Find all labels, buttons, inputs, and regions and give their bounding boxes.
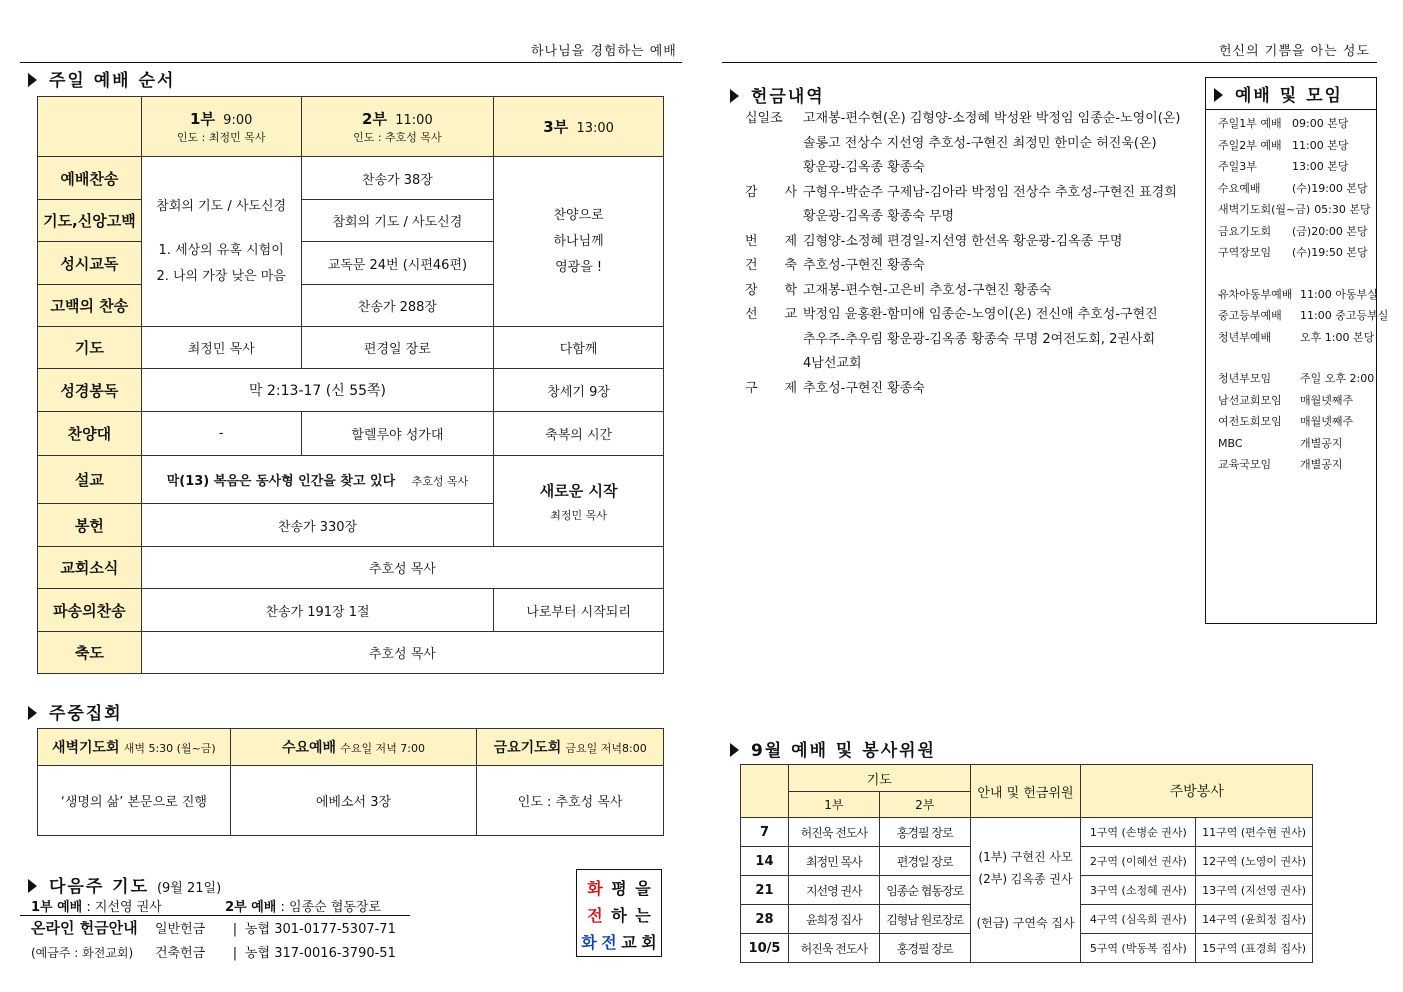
- s3-praise-1: 찬양으로: [553, 207, 604, 223]
- vol-kitchen-2: 15구역 (표경희 집사): [1196, 934, 1313, 963]
- s1-hymn-line2: 2. 나의 가장 낮은 마음: [156, 268, 286, 284]
- offering-category: 번 제: [745, 233, 797, 249]
- row-label-benediction: 축도: [38, 632, 142, 674]
- vol-prayer-1: 윤희정 집사: [788, 905, 879, 934]
- col-1-leader: 인도 : 최정민 목사: [176, 131, 266, 144]
- dawn-name: 새벽기도회: [51, 740, 120, 756]
- vol-h-prayer: 기도: [788, 765, 970, 792]
- vol-prayer-2: 홍경필 장로: [879, 934, 970, 963]
- offering-category: [745, 132, 803, 157]
- logo-char: 전: [587, 906, 603, 925]
- vol-prayer-1: 허진욱 전도사: [788, 934, 879, 963]
- offering-names: 구형우-박순주 구제남-김아라 박정임 전상수 추호성-구현진 표경희: [803, 184, 1177, 200]
- schedule-title: [1206, 78, 1376, 110]
- sending-12: 찬송가 191장 1절: [141, 589, 493, 632]
- header-right-rule: [722, 62, 1377, 63]
- schedule-item: [1218, 156, 1376, 178]
- s1-hymn-line1: 1. 세상의 유혹 시험이: [158, 242, 284, 258]
- vol-kitchen-1: 5구역 (박동복 집사): [1081, 934, 1196, 963]
- second-value: : 임종순 협동장로: [280, 900, 382, 915]
- logo-char: 을: [635, 879, 651, 898]
- logo-char: 화: [581, 933, 597, 952]
- online-line2-account: 농협 317-0016-3790-51: [245, 946, 396, 961]
- offering-row: [745, 279, 1195, 304]
- online-title: 온라인 헌금안내: [31, 919, 138, 937]
- schedule-item: [1218, 411, 1376, 433]
- vol-h-1: 1부: [788, 792, 879, 818]
- row-label-sermon: 설교: [38, 456, 142, 504]
- prayer-2: 편경일 장로: [301, 327, 494, 369]
- vol-usher-cell: [970, 818, 1081, 963]
- schedule-event: 주일2부 예배: [1218, 138, 1282, 152]
- schedule-item: [1218, 433, 1376, 455]
- schedule-event: 유차아동부예배: [1218, 287, 1293, 301]
- s3-praise-2: 하나님께: [553, 233, 604, 249]
- triangle-icon: [28, 879, 37, 893]
- s2-hymn: 찬송가 38장: [301, 157, 494, 200]
- sermon3-preacher: 최정민 목사: [550, 508, 607, 522]
- choir-3: 축복의 시간: [494, 412, 664, 456]
- vol-h-usher: 안내 및 헌금위원: [970, 765, 1081, 818]
- vol-kitchen-2: 11구역 (편수현 권사): [1196, 818, 1313, 847]
- prayer-1: 최정민 목사: [141, 327, 301, 369]
- next-prayer-title-text: 다음주 기도: [49, 877, 150, 897]
- vol-kitchen-1: 4구역 (심옥희 권사): [1081, 905, 1196, 934]
- offering-row: [745, 205, 1195, 230]
- schedule-item: [1218, 178, 1376, 200]
- col-3-header: [494, 97, 664, 157]
- scripture-12: 막 2:13-17 (신 55쪽): [141, 369, 493, 412]
- offering-names: 김형양-소정혜 편경일-지선영 한선옥 황운광-김옥종 무명: [803, 233, 1123, 249]
- offering-names: 추우주-추우림 황운광-김옥종 황종숙 무명 2여전도회, 2권사회: [803, 331, 1156, 347]
- vol-usher: (1부) 구현진 사모: [978, 850, 1073, 864]
- third-sermon-cell: [494, 456, 664, 547]
- second-label: 2부 예배: [225, 900, 277, 915]
- row-label-news: 교회소식: [38, 547, 142, 589]
- schedule-event: 수요예배: [1218, 181, 1261, 195]
- offering-category: [745, 205, 803, 230]
- offerings-list: [745, 107, 1195, 401]
- schedule-item: [1218, 242, 1376, 264]
- offering-row: [745, 230, 1195, 255]
- row-label-scripture: 성경봉독: [38, 369, 142, 412]
- row-label-choir: 찬양대: [38, 412, 142, 456]
- online-sep-1: |: [232, 922, 238, 937]
- row-label-confession: 고백의 찬송: [38, 285, 142, 327]
- online-line1-account: 농협 301-0177-5307-71: [245, 922, 396, 937]
- header-left-rule: [20, 62, 682, 63]
- fri-desc: 인도 : 추호성 목사: [477, 766, 664, 836]
- header-left: 하나님을 경험하는 예배: [531, 44, 677, 59]
- vol-date: 7: [741, 818, 789, 847]
- dawn-time: 새벽 5:30 (월~금): [123, 742, 216, 755]
- offering-names: 고재봉-편수현(온) 김형양-소정혜 박성완 박정임 임종순-노영이(온): [803, 111, 1181, 126]
- col-2-name: 2부: [362, 110, 387, 128]
- news: 추호성 목사: [141, 547, 663, 589]
- offering-names: 황운광-김옥종 황종숙 무명: [803, 209, 955, 224]
- col-3-name: 3부: [543, 118, 569, 136]
- sermon-cell: [141, 456, 493, 504]
- offering-names: 황운광-김옥종 황종숙: [803, 160, 925, 175]
- schedule-time: 11:00 아동부실: [1300, 287, 1378, 301]
- vol-prayer-1: 허진욱 전도사: [788, 818, 879, 847]
- schedule-item: [1218, 390, 1376, 412]
- logo-char: 는: [635, 906, 651, 925]
- triangle-icon: [28, 706, 37, 720]
- schedule-body: [1206, 110, 1389, 476]
- offering-category: 선 교: [745, 307, 797, 322]
- schedule-time: 11:00 본당: [1292, 138, 1349, 152]
- col-2-time: 11:00: [395, 113, 433, 128]
- schedule-event: 청년부예배: [1218, 330, 1272, 344]
- corner-cell: [38, 97, 142, 157]
- row-label-creed: 기도,신앙고백: [38, 200, 142, 242]
- logo-char: 화: [587, 879, 603, 898]
- scripture-3: 창세기 9장: [494, 369, 664, 412]
- vol-usher: (헌금) 구연숙 집사: [976, 916, 1075, 930]
- schedule-time: 05:30 본당: [1314, 203, 1371, 216]
- schedule-event: 새벽기도회(월~금): [1218, 203, 1311, 216]
- weekday-title-text: 주중집회: [49, 704, 123, 724]
- vol-prayer-2: 편경일 장로: [879, 847, 970, 876]
- schedule-time: 매월넷째주: [1300, 415, 1354, 428]
- offering-row: [745, 181, 1195, 206]
- offering-category: 장 학: [745, 282, 797, 298]
- next-prayer-line: [31, 896, 381, 915]
- vol-usher: (2부) 김옥종 권사: [978, 872, 1073, 886]
- row-label-hymn: 예배찬송: [38, 157, 142, 200]
- online-line1-kind: 일반헌금: [155, 922, 206, 937]
- schedule-title-text: 예배 및 모임: [1235, 86, 1343, 106]
- vol-kitchen-2: 13구역 (지선영 권사): [1196, 876, 1313, 905]
- offering-row: [745, 254, 1195, 279]
- vol-h-2: 2부: [879, 792, 970, 818]
- offering-names: 고재봉-편수현-고은비 추호성-구현진 황종숙: [803, 282, 1052, 298]
- schedule-item: [1218, 454, 1376, 476]
- schedule-item: [1218, 327, 1376, 349]
- schedule-event: MBC: [1218, 436, 1243, 450]
- triangle-icon: [1214, 88, 1223, 102]
- logo-char: 평: [611, 879, 627, 898]
- schedule-event: 구역장모임: [1218, 246, 1272, 259]
- schedule-event: 주일3부: [1218, 160, 1257, 173]
- schedule-time: (금)20:00 본당: [1292, 224, 1368, 238]
- weekday-table: [37, 728, 664, 836]
- offering-row: [745, 303, 1195, 328]
- schedule-event: 남선교회모임: [1218, 393, 1282, 407]
- row-label-sending: 파송의찬송: [38, 589, 142, 632]
- schedule-event: 금요기도회: [1218, 224, 1272, 238]
- logo-char: 교: [621, 933, 637, 952]
- next-prayer-date: (9월 21일): [156, 881, 222, 896]
- schedule-time: (수)19:00 본당: [1292, 181, 1368, 195]
- schedule-item: [1218, 135, 1376, 157]
- sermon3-title: 새로운 시작: [539, 481, 618, 500]
- schedule-event: 주일1부 예배: [1218, 117, 1282, 130]
- first-value: : 지선영 권사: [86, 900, 162, 915]
- order-title: [28, 66, 175, 91]
- schedule-box: [1205, 77, 1389, 624]
- vol-date: 28: [741, 905, 789, 934]
- offering-names: 4남선교회: [803, 356, 862, 371]
- offering-row: [745, 132, 1195, 157]
- offering-category: 십일조: [745, 111, 783, 126]
- vol-prayer-2: 김형남 원로장로: [879, 905, 970, 934]
- col-1-time: 9:00: [223, 113, 253, 128]
- offering-row: [745, 107, 1195, 132]
- vol-prayer-1: 최정민 목사: [788, 847, 879, 876]
- vol-kitchen-2: 12구역 (노영이 권사): [1196, 847, 1313, 876]
- vol-date: 21: [741, 876, 789, 905]
- first-label: 1부 예배: [31, 900, 83, 915]
- schedule-item: [1218, 284, 1376, 306]
- col-2-header: [301, 97, 494, 157]
- schedule-time: 주일 오후 2:00: [1300, 372, 1375, 385]
- offerings-title: [730, 82, 825, 107]
- triangle-icon: [28, 73, 37, 87]
- row-label-offering: 봉헌: [38, 504, 142, 547]
- choir-2: 할렐루야 성가대: [301, 412, 494, 456]
- s1-creed: 참회의 기도 / 사도신경: [156, 198, 287, 214]
- offering-row: [745, 156, 1195, 181]
- next-prayer-rule: [20, 915, 410, 916]
- logo-char: 회: [641, 933, 657, 952]
- vol-kitchen-1: 1구역 (손병순 권사): [1081, 818, 1196, 847]
- online-sep-2: |: [232, 946, 238, 961]
- schedule-time: 개별공지: [1300, 458, 1343, 471]
- triangle-icon: [730, 89, 739, 103]
- vol-prayer-2: 임종순 협동장로: [879, 876, 970, 905]
- row-label-reading: 성시교독: [38, 242, 142, 285]
- offering-category: [745, 352, 803, 377]
- offering-names: 추호성-구현진 황종숙: [803, 258, 925, 273]
- dawn-desc: ‘생명의 삶’ 본문으로 진행: [38, 766, 231, 836]
- volunteers-table: [740, 764, 1313, 963]
- first-service-cell: [141, 157, 301, 327]
- worship-order-table: [37, 96, 664, 674]
- offering-names: 솔롱고 전상수 지선영 추호성-구현진 최정민 한미순 허진욱(온): [803, 135, 1157, 151]
- online-holder: (예금주 : 화전교회): [31, 946, 134, 960]
- schedule-event: 청년부모임: [1218, 372, 1272, 385]
- vol-kitchen-1: 2구역 (이혜선 권사): [1081, 847, 1196, 876]
- offering-row: [745, 328, 1195, 353]
- sermon-title: 막(13) 복음은 동사형 인간을 찾고 있다: [166, 474, 396, 489]
- sending-3: 나로부터 시작되리: [494, 589, 664, 632]
- schedule-item: [1218, 221, 1376, 243]
- s2-reading: 교독문 24번 (시편46편): [301, 242, 494, 285]
- weekday-title: [28, 699, 123, 724]
- vol-kitchen-2: 14구역 (윤희정 집사): [1196, 905, 1313, 934]
- schedule-time: 개별공지: [1300, 436, 1343, 450]
- s2-confession-hymn: 찬송가 288장: [301, 285, 494, 327]
- vol-h-kitchen: 주방봉사: [1081, 765, 1313, 818]
- benediction: 추호성 목사: [141, 632, 663, 674]
- col-1-name: 1부: [189, 110, 215, 128]
- fri-time: 금요일 저녁8:00: [565, 742, 647, 755]
- table-row: [741, 818, 1313, 847]
- volunteers-title: [730, 736, 936, 761]
- vol-corner: [741, 765, 789, 818]
- wed-desc: 에베소서 3장: [230, 766, 477, 836]
- offering-category: 건 축: [745, 258, 797, 273]
- online-line2-kind: 건축헌금: [155, 946, 206, 961]
- wed-time: 수요일 저녁 7:00: [340, 742, 426, 755]
- logo-char: 전: [601, 933, 617, 952]
- order-title-text: 주일 예배 순서: [49, 71, 176, 91]
- logo-char: 하: [611, 906, 627, 925]
- offering-names: 박정임 윤홍환-함미애 임종순-노영이(온) 전신애 추호성-구현진: [803, 307, 1158, 322]
- schedule-event: 교육국모임: [1218, 458, 1272, 471]
- offering-names: 추호성-구현진 황종숙: [803, 380, 925, 396]
- online-offering: [31, 917, 396, 961]
- fri-name: 금요기도회: [493, 740, 562, 756]
- schedule-time: 13:00 본당: [1292, 160, 1349, 173]
- choir-1: -: [141, 412, 301, 456]
- col-1-header: [141, 97, 301, 157]
- schedule-event: 여전도회모임: [1218, 415, 1282, 428]
- offering-row: [745, 352, 1195, 377]
- header-right: 헌신의 기쁨을 아는 성도: [1219, 44, 1370, 59]
- triangle-icon: [730, 743, 739, 757]
- col-2-leader: 인도 : 추호성 목사: [353, 131, 442, 144]
- wed-header: [230, 729, 477, 766]
- church-logo: [576, 869, 662, 957]
- schedule-time: 11:00 중고등부실: [1300, 309, 1389, 322]
- prayer-3: 다함께: [494, 327, 664, 369]
- sermon-preacher: 추호성 목사: [411, 475, 469, 488]
- col-3-time: 13:00: [576, 121, 614, 136]
- volunteers-title-text: 9월 예배 및 봉사위원: [751, 741, 936, 761]
- offering-category: 구 제: [745, 380, 797, 396]
- offerings-title-text: 헌금내역: [751, 87, 825, 107]
- vol-date: 14: [741, 847, 789, 876]
- schedule-time: 매월넷째주: [1300, 393, 1354, 407]
- offering-hymn: 찬송가 330장: [141, 504, 493, 547]
- offering-row: [745, 377, 1195, 402]
- vol-prayer-2: 홍경필 장로: [879, 818, 970, 847]
- schedule-event: 중고등부예배: [1218, 309, 1282, 322]
- third-service-cell: [494, 157, 664, 327]
- schedule-time: (수)19:50 본당: [1292, 246, 1368, 259]
- schedule-item: [1218, 199, 1376, 221]
- vol-kitchen-1: 3구역 (소정혜 권사): [1081, 876, 1196, 905]
- dawn-header: [38, 729, 231, 766]
- offering-category: [745, 328, 803, 353]
- schedule-time: 오후 1:00 본당: [1300, 330, 1375, 344]
- offering-category: [745, 156, 803, 181]
- vol-prayer-1: 지선영 권사: [788, 876, 879, 905]
- vol-date: 10/5: [741, 934, 789, 963]
- schedule-item: [1218, 113, 1376, 135]
- next-prayer-title: [28, 872, 221, 897]
- schedule-item: [1218, 305, 1389, 327]
- schedule-time: 09:00 본당: [1292, 117, 1349, 130]
- s2-creed: 참회의 기도 / 사도신경: [301, 200, 494, 242]
- row-label-prayer: 기도: [38, 327, 142, 369]
- offering-category: 감 사: [745, 184, 797, 200]
- fri-header: [477, 729, 664, 766]
- s3-praise-3: 영광을 !: [555, 259, 603, 275]
- schedule-item: [1218, 368, 1376, 390]
- wed-name: 수요예배: [281, 740, 337, 756]
